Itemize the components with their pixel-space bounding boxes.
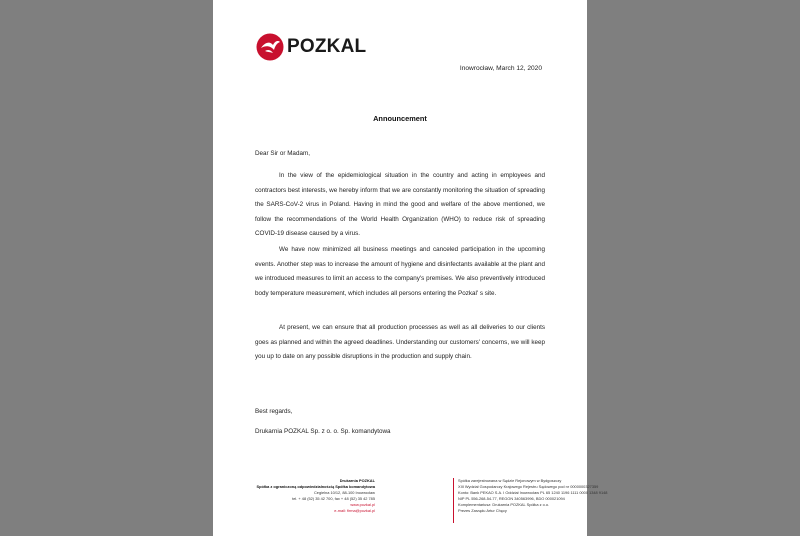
signature: Drukarnia POZKAL Sp. z o. o. Sp. komandytowa — [255, 428, 391, 435]
footer-reg-line: Konto: Bank PEKAO S.A. I Oddział Inowrocław PL 65 1240 1196 1111 0000 1348 9148 — [458, 490, 608, 496]
company-logo — [256, 33, 366, 61]
brand-name: POZKAL — [287, 36, 367, 57]
paragraph-1: In the view of the epidemiological situation in the country and acting in employees and contractors best interests, we hereby inform that we are constantly monitoring the situation of spreading the SARS-CoV-2 virus in Poland. Having in mind the good and welfare of the above mentioned, we follow the recommendations of the World Health Organization (WHO) to reduce risk of spreading COVID-19 disease caused by a virus. — [255, 172, 545, 238]
footer-company: Drukarnia POZKAL — [339, 478, 375, 483]
footer-email[interactable]: e-mail: firma@pozkal.pl — [334, 508, 375, 514]
footer-reg-line: XIII Wydział Gospodarczy Krajowego Rejestru Sądowego pod nr 0000000327359 — [458, 484, 599, 490]
closing: Best regards, — [255, 408, 293, 415]
salutation: Dear Sir or Madam, — [255, 150, 310, 157]
bird-in-circle-icon — [256, 33, 284, 61]
footer-address: Cegielna 10/12, 88-100 Inowrocław — [314, 490, 375, 496]
paragraph-2: We have now minimized all business meetings and canceled participation in the upcoming events. Another step was to increase the amount of hygiene and disinfectants available at the plant and we introduced measures to limit an access to the company's premises. We also preventively introduced body temperature measurement, which includes all persons entering the Pozkal' s site. — [255, 246, 545, 297]
footer-contact — [257, 478, 375, 515]
letter-page — [213, 0, 608, 536]
footer-reg-line: Spółka zarejestrowana w Sądzie Rejonowym w Bydgoszczy — [458, 478, 562, 483]
footer-divider — [453, 478, 454, 523]
footer-phone: tel. + 48 (52) 35 42 700, fax + 48 (52) 35 42 785 — [292, 496, 375, 502]
footer-registration — [458, 478, 607, 515]
footer-company-type: Spółka z ograniczoną odpowiedzialnością Spółka komandytowa — [256, 484, 375, 490]
letter-title: Announcement — [373, 114, 427, 123]
letter-date: Inowrocław, March 12, 2020 — [459, 65, 542, 72]
footer-reg-line: Komplementariusz: Drukarnia POZKAL Spółka z o.o. — [458, 502, 550, 508]
paragraph-3: At present, we can ensure that all production processes as well as all deliveries to our clients goes as planned and within the agreed deadlines. Understanding our customers' concerns, we will keep you up to date on any possible disruptions in the production and supply chain. — [255, 324, 545, 361]
footer-website[interactable]: www.pozkal.pl — [350, 502, 375, 508]
footer-reg-line: NIP PL 556-268-54-77, REGON 340563996, BDO 000021094 — [458, 496, 565, 502]
footer-reg-line: Prezes Zarządu Artur Chęcy — [458, 508, 507, 514]
